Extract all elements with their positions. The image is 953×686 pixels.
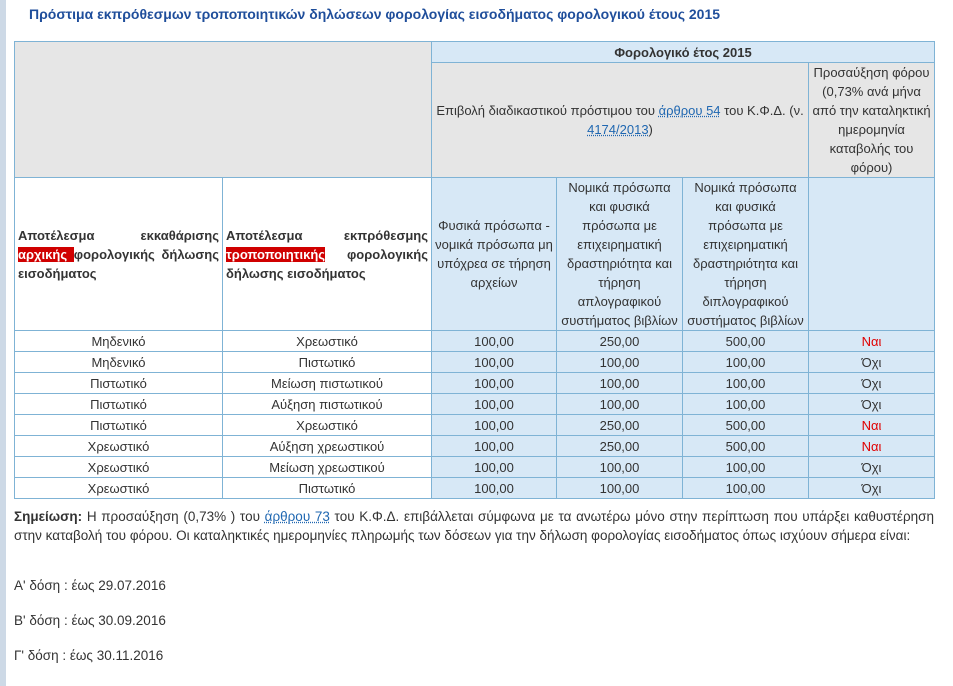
tax-year-header: Φορολογικό έτος 2015 <box>432 42 935 63</box>
initial-result-cell: Μηδενικό <box>15 352 223 373</box>
penalty-header-text-2: του Κ.Φ.Δ. (ν. <box>720 103 804 118</box>
surcharge-header: Προσαύξηση φόρου (0,73% ανά μήνα από την καταληκτική ημερομηνία καταβολής του φόρου) <box>809 63 935 178</box>
double-entry-fine: 500,00 <box>683 331 809 352</box>
installment-3: Γ' δόση : έως 30.11.2016 <box>14 648 164 663</box>
natural-persons-header: Φυσικά πρόσωπα - νομικά πρόσωπα μη υπόχρεα σε τήρηση αρχείων <box>432 178 557 331</box>
initial-header-text-2: φορολογικής δήλωσης εισοδήματος <box>18 246 219 281</box>
single-entry-fine: 100,00 <box>557 373 683 394</box>
surcharge-cell: Όχι <box>809 373 935 394</box>
double-entry-fine: 100,00 <box>683 373 809 394</box>
natural-persons-fine: 100,00 <box>432 352 557 373</box>
note-text: Η προσαύξηση (0,73% ) του <box>82 509 265 524</box>
natural-persons-fine: 100,00 <box>432 331 557 352</box>
installment-2: Β' δόση : έως 30.09.2016 <box>14 613 166 628</box>
surcharge-subheader <box>809 178 935 331</box>
initial-result-header <box>15 178 223 331</box>
note-label: Σημείωση: <box>14 509 83 524</box>
table-row <box>15 415 935 436</box>
double-entry-fine: 100,00 <box>683 478 809 499</box>
double-entry-fine: 100,00 <box>683 394 809 415</box>
installment-1: Α' δόση : έως 29.07.2016 <box>14 578 166 593</box>
initial-result-cell: Μηδενικό <box>15 331 223 352</box>
table-row <box>15 373 935 394</box>
single-entry-header: Νομικά πρόσωπα και φυσικά πρόσωπα με επιχειρηματική δραστηριότητα και τήρηση απλογραφικού συστήματος βιβλίων <box>557 178 683 331</box>
natural-persons-fine: 100,00 <box>432 373 557 394</box>
double-entry-fine: 500,00 <box>683 436 809 457</box>
initial-result-cell: Χρεωστικό <box>15 457 223 478</box>
double-entry-header: Νομικά πρόσωπα και φυσικά πρόσωπα με επιχειρηματική δραστηριότητα και τήρηση διπλογραφικού συστήματος βιβλίων <box>683 178 809 331</box>
note-text-2: του Κ.Φ.Δ. επιβάλλεται σύμφωνα με τα ανωτέρω μόνο στην περίπτωση που υπάρξει καθυστέρηση στην καταβολή του φόρου. Οι καταληκτικές ημερομηνίες πληρωμής των δόσεων για την δήλωση φορολογίας εισοδήματος όπως ισχύουν σήμερα είναι: <box>14 509 934 543</box>
single-entry-fine: 100,00 <box>557 352 683 373</box>
natural-persons-fine: 100,00 <box>432 415 557 436</box>
amended-result-cell: Πιστωτικό <box>223 478 432 499</box>
article-54-link[interactable]: άρθρου 54 <box>658 103 721 118</box>
amended-result-cell: Μείωση χρεωστικού <box>223 457 432 478</box>
initial-result-cell: Πιστωτικό <box>15 415 223 436</box>
single-entry-fine: 250,00 <box>557 331 683 352</box>
table-row <box>15 352 935 373</box>
initial-result-cell: Χρεωστικό <box>15 436 223 457</box>
table-row <box>15 436 935 457</box>
initial-result-cell: Χρεωστικό <box>15 478 223 499</box>
initial-result-cell: Πιστωτικό <box>15 373 223 394</box>
single-entry-fine: 100,00 <box>557 394 683 415</box>
amended-highlight: τροποποιητικής <box>226 246 326 262</box>
penalty-header-text-3: ) <box>648 122 653 137</box>
note-paragraph <box>14 507 934 545</box>
natural-persons-fine: 100,00 <box>432 457 557 478</box>
double-entry-fine: 500,00 <box>683 415 809 436</box>
surcharge-cell: Όχι <box>809 352 935 373</box>
surcharge-cell: Όχι <box>809 457 935 478</box>
initial-highlight: αρχικής <box>18 246 74 262</box>
table-row <box>15 331 935 352</box>
amended-result-cell: Αύξηση χρεωστικού <box>223 436 432 457</box>
natural-persons-fine: 100,00 <box>432 394 557 415</box>
double-entry-fine: 100,00 <box>683 352 809 373</box>
amended-result-header <box>223 178 432 331</box>
single-entry-fine: 250,00 <box>557 415 683 436</box>
surcharge-cell: Ναι <box>809 331 935 352</box>
blank-header-cell <box>15 42 432 178</box>
law-4174-link[interactable]: 4174/2013 <box>587 122 649 137</box>
penalty-header <box>432 63 809 178</box>
surcharge-cell: Όχι <box>809 478 935 499</box>
single-entry-fine: 250,00 <box>557 436 683 457</box>
single-entry-fine: 100,00 <box>557 457 683 478</box>
amended-header-text: Αποτέλεσμα εκπρόθεσμης <box>226 227 428 243</box>
page-title: Πρόστιμα εκπρόθεσμων τροποποιητικών δηλώσεων φορολογίας εισοδήματος φορολογικού έτους 2015 <box>29 6 721 22</box>
natural-persons-fine: 100,00 <box>432 436 557 457</box>
initial-result-cell: Πιστωτικό <box>15 394 223 415</box>
amended-result-cell: Αύξηση πιστωτικού <box>223 394 432 415</box>
natural-persons-fine: 100,00 <box>432 478 557 499</box>
amended-result-cell: Μείωση πιστωτικού <box>223 373 432 394</box>
double-entry-fine: 100,00 <box>683 457 809 478</box>
surcharge-cell: Όχι <box>809 394 935 415</box>
surcharge-cell: Ναι <box>809 415 935 436</box>
initial-header-text: Αποτέλεσμα εκκαθάρισης <box>18 227 219 243</box>
amended-header-text-2: φορολογικής δήλωσης εισοδήματος <box>226 246 428 281</box>
amended-result-cell: Χρεωστικό <box>223 415 432 436</box>
table-row <box>15 478 935 499</box>
surcharge-cell: Ναι <box>809 436 935 457</box>
penalty-header-text: Επιβολή διαδικαστικού πρόστιμου του <box>436 103 659 118</box>
left-accent-bar <box>0 0 6 686</box>
article-73-link[interactable]: άρθρου 73 <box>264 509 330 524</box>
amended-result-cell: Χρεωστικό <box>223 331 432 352</box>
penalty-table <box>14 41 935 499</box>
table-row <box>15 394 935 415</box>
amended-result-cell: Πιστωτικό <box>223 352 432 373</box>
single-entry-fine: 100,00 <box>557 478 683 499</box>
table-row <box>15 457 935 478</box>
